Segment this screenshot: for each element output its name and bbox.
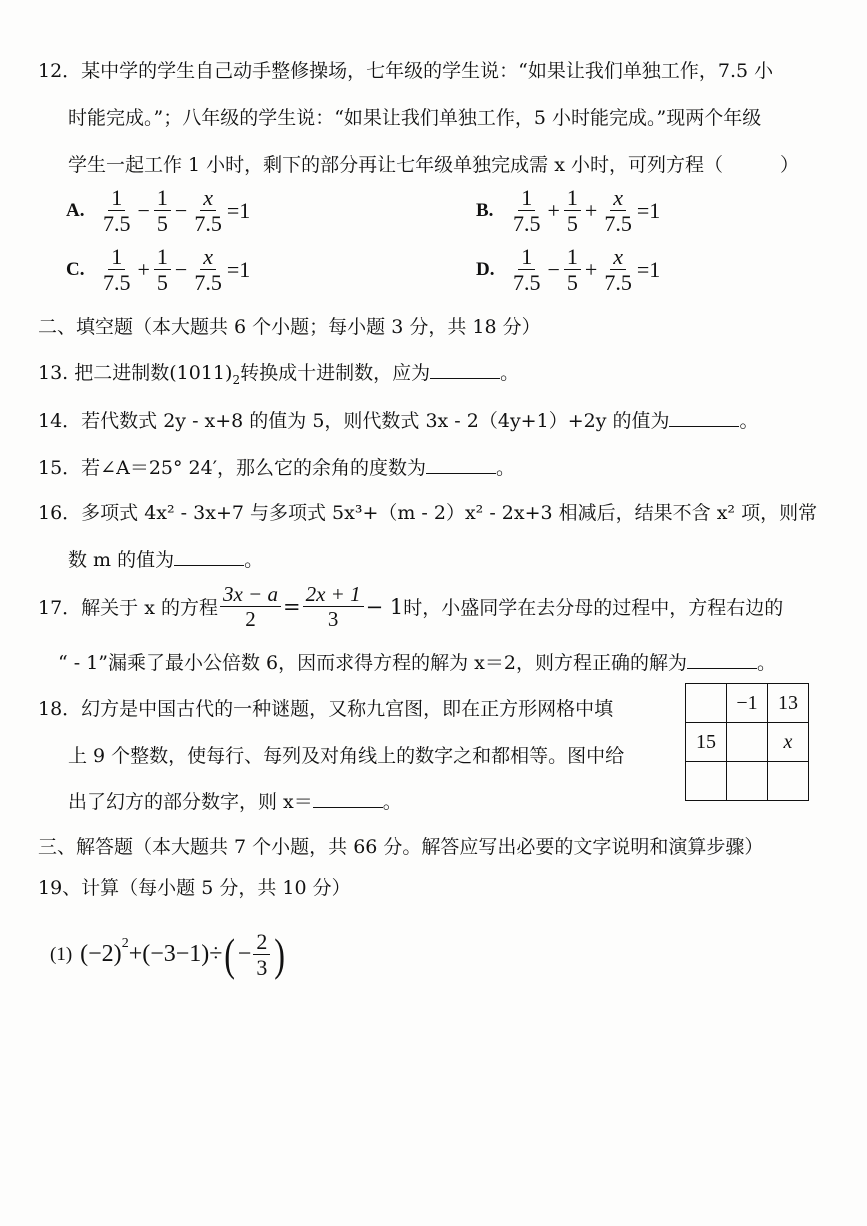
- operator: +: [137, 256, 150, 282]
- fraction: $\frac{1}{7.5}$: [513, 185, 541, 237]
- option-letter: A.: [66, 199, 85, 221]
- q16-end: 。: [244, 549, 264, 571]
- q16-text: 数 m 的值为: [68, 549, 175, 571]
- fraction: $\frac{1}{5}$: [564, 186, 581, 235]
- q19-part-1: [50, 930, 288, 979]
- answer-blank[interactable]: [669, 408, 739, 427]
- fraction: $\frac{1}{5}$: [564, 245, 581, 294]
- grid-cell: 13: [768, 684, 809, 723]
- rhs: =1: [636, 197, 661, 223]
- q12-option-a[interactable]: [66, 186, 250, 235]
- grid-cell: [768, 762, 809, 801]
- question-15: [38, 453, 515, 480]
- paren: (: [224, 928, 236, 980]
- question-18-line3: [68, 787, 402, 814]
- question-14: [38, 406, 759, 433]
- fraction: $\frac{2x + 1}{3}$: [303, 583, 364, 630]
- fraction: $\frac{x}{7.5}$: [194, 244, 222, 296]
- grid-cell: 15: [686, 723, 727, 762]
- fraction: $\frac{3x - a}{2}$: [220, 583, 281, 630]
- grid-cell: [686, 762, 727, 801]
- answer-blank[interactable]: [430, 360, 500, 379]
- fraction: $\frac{x}{7.5}$: [604, 185, 632, 237]
- grid-cell: −1: [727, 684, 768, 723]
- q13-subscript: 2: [232, 372, 241, 387]
- exponent: 2: [121, 936, 129, 951]
- q13-text: 13. 把二进制数(1011): [38, 362, 233, 384]
- q17-tail: − 1: [365, 594, 404, 619]
- operator: +: [584, 197, 598, 223]
- q12-option-b[interactable]: [476, 186, 660, 235]
- fraction: $\frac{1}{5}$: [154, 245, 171, 294]
- q14-end: 。: [739, 410, 759, 432]
- fraction: $\frac{1}{7.5}$: [103, 185, 131, 237]
- q17-text-post: 时，小盛同学在去分母的过程中，方程右边的: [403, 597, 784, 620]
- q12-line2: 时能完成。”；八年级的学生说：“如果让我们单独工作，5 小时能完成。”现两个年级: [68, 107, 762, 129]
- option-letter: B.: [476, 199, 494, 221]
- question-19-title: 19、计算（每小题 5 分，共 10 分）: [38, 877, 351, 899]
- q12-option-d[interactable]: [476, 245, 660, 294]
- q15-text: 15．若∠A＝25° 24′，那么它的余角的度数为: [38, 457, 427, 479]
- fraction: $\frac{x}{7.5}$: [604, 244, 632, 296]
- part-label: (1): [50, 943, 73, 965]
- rhs: =1: [226, 256, 251, 282]
- section-2-heading: 二、填空题（本大题共 6 个小题；每小题 3 分，共 18 分）: [38, 316, 541, 338]
- answer-blank[interactable]: [687, 650, 757, 669]
- expr-term: +(−3−1)÷: [128, 941, 223, 968]
- expr-term: (−2): [80, 941, 122, 968]
- q18-end: 。: [382, 791, 402, 813]
- operator: =: [282, 594, 301, 619]
- q12-line3: 学生一起工作 1 小时，剩下的部分再让七年级单独完成需 x 小时，可列方程（ ）: [68, 154, 799, 176]
- operator: +: [584, 256, 598, 282]
- operator: +: [547, 197, 560, 223]
- q17-text: “ - 1”漏乘了最小公倍数 6，因而求得方程的解为 x＝2，则方程正确的解为: [58, 652, 687, 674]
- option-letter: C.: [66, 258, 85, 280]
- answer-blank[interactable]: [313, 789, 383, 808]
- magic-square-grid: [685, 683, 809, 801]
- q13-text-post: 转换成十进制数，应为: [240, 362, 431, 384]
- operator: −: [174, 197, 188, 223]
- q12-line1: 12．某中学的学生自己动手整修操场，七年级的学生说：“如果让我们单独工作，7.5 小: [38, 60, 774, 82]
- question-13: [38, 358, 519, 387]
- rhs: =1: [636, 256, 661, 282]
- rhs: =1: [226, 197, 251, 223]
- grid-cell: x: [768, 723, 809, 762]
- q18-text: 出了幻方的部分数字，则 x＝: [68, 791, 313, 813]
- question-18-line2: 上 9 个整数，使每行、每列及对角线上的数字之和都相等。图中给: [68, 745, 625, 767]
- question-17-line1: [38, 583, 783, 630]
- section-3-heading: 三、解答题（本大题共 7 个小题，共 66 分。解答应写出必要的文字说明和演算步骤）: [38, 836, 764, 858]
- minus-sign: −: [237, 941, 252, 968]
- q14-text: 14．若代数式 2y - x+8 的值为 5，则代数式 3x - 2（4y+1）+2y 的值为: [38, 410, 670, 432]
- grid-cell: [727, 723, 768, 762]
- operator: −: [137, 197, 150, 223]
- q12-option-c[interactable]: [66, 245, 250, 294]
- q17-end: 。: [757, 652, 777, 674]
- question-17-line2: [58, 648, 776, 675]
- operator: −: [547, 256, 560, 282]
- question-16-line1: 16．多项式 4x² - 3x+7 与多项式 5x³+（m - 2）x² - 2x+3 相减后，结果不含 x² 项，则常: [38, 502, 818, 524]
- q15-end: 。: [496, 457, 516, 479]
- fraction: $\frac{x}{7.5}$: [194, 185, 222, 237]
- fraction: $\frac{1}{7.5}$: [103, 244, 131, 296]
- answer-blank[interactable]: [426, 455, 496, 474]
- fraction: $\frac{1}{5}$: [154, 186, 171, 235]
- question-18-line1: 18．幻方是中国古代的一种谜题，又称九宫图，即在正方形网格中填: [38, 698, 614, 720]
- option-letter: D.: [476, 258, 495, 280]
- paren: ): [274, 928, 286, 980]
- fraction: $\frac{1}{7.5}$: [513, 244, 541, 296]
- grid-cell: [727, 762, 768, 801]
- grid-cell: [686, 684, 727, 723]
- q13-end: 。: [500, 362, 520, 384]
- q17-text: 17．解关于 x 的方程: [38, 597, 218, 620]
- operator: −: [174, 256, 188, 282]
- question-12: [38, 48, 838, 189]
- question-16-line2: [68, 545, 263, 572]
- answer-blank[interactable]: [174, 547, 244, 566]
- fraction: $\frac{2}{3}$: [253, 930, 270, 979]
